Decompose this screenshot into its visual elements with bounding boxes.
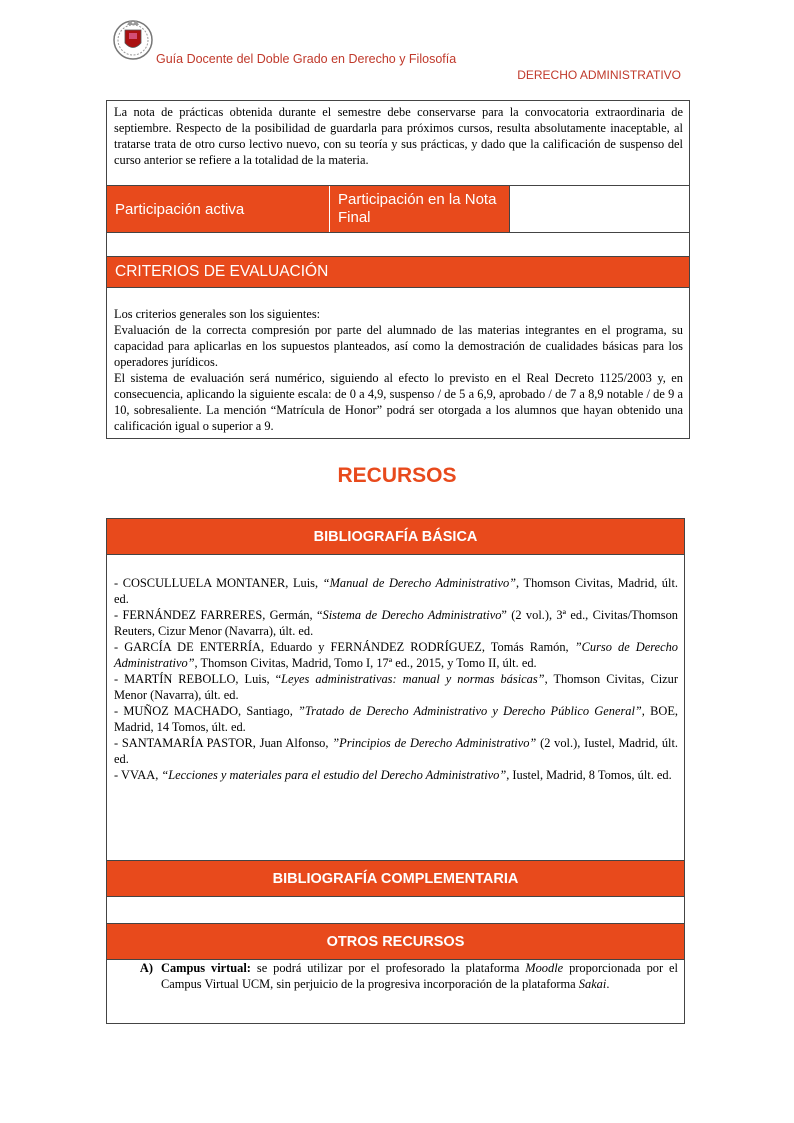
ucm-seal-icon xyxy=(112,16,154,62)
criterios-line: Evaluación de la correcta compresión por parte del alumnado de las materias integrantes en el programa, su capacidad para aplicarlas en los supuestos planteados, así como la demostración de cualidades básicas para los operadores jurídicos. xyxy=(114,323,683,369)
empty-row xyxy=(107,232,689,256)
bibliografia-complementaria-header: BIBLIOGRAFÍA COMPLEMENTARIA xyxy=(107,860,684,896)
criterios-line: Los criterios generales son los siguientes: xyxy=(114,307,321,321)
bibliography-entry: - COSCULLUELA MONTANER, Luis, “Manual de Derecho Administrativo”, Thomson Civitas, Madrid, últ. ed. xyxy=(114,576,678,606)
guide-title: Guía Docente del Doble Grado en Derecho y Filosofía xyxy=(156,52,457,66)
participacion-nota-final-label: Participación en la Nota Final xyxy=(330,186,509,232)
empty-row xyxy=(107,896,684,923)
list-item xyxy=(114,960,678,992)
bibliography-entry: - FERNÁNDEZ FARRERES, Germán, “Sistema de Derecho Administrativo” (2 vol.), 3ª ed., Civitas/Thomson Reuters, Cizur Menor (Navarra), últ. ed. xyxy=(114,608,678,638)
subject-title: DERECHO ADMINISTRATIVO xyxy=(517,68,681,82)
criterios-body xyxy=(107,287,689,438)
bibliography-entry: - SANTAMARÍA PASTOR, Juan Alfonso, ”Principios de Derecho Administrativo” (2 vol.), Iustel, Madrid, últ. ed. xyxy=(114,736,679,766)
bibliography-entry: - VVAA, “Lecciones y materiales para el estudio del Derecho Administrativo”, Iustel, Madrid, 8 Tomos, últ. ed. xyxy=(114,768,672,782)
participation-row xyxy=(107,185,689,232)
criterios-line: El sistema de evaluación será numérico, siguiendo al efecto lo previsto en el Real Decreto 1125/2003 y, en consecuencia, aplicando la siguiente escala: de 0 a 4,9, suspenso / de 5 a 6,9, aprobado / de 7 a 8,9 notable / de 9 a 10, sobresaliente. La mención “Matrícula de Honor” podrá ser otorgada a los alumnos que hayan obtenido una calificación igual o superior a 9. xyxy=(114,371,683,433)
otros-recursos-header: OTROS RECURSOS xyxy=(107,923,684,959)
recursos-title: RECURSOS xyxy=(337,464,457,487)
criterios-header: CRITERIOS DE EVALUACIÓN xyxy=(107,256,689,287)
list-item-text: Campus virtual: se podrá utilizar por el profesorado la plataforma Moodle proporcionada por el Campus Virtual UCM, sin perjuicio de la progresiva incorporación de la plataforma Sakai. xyxy=(161,961,678,991)
bibliografia-basica-header: BIBLIOGRAFÍA BÁSICA xyxy=(107,519,684,554)
bibliografia-basica-list xyxy=(107,554,684,860)
resources-table xyxy=(106,518,685,1024)
bibliography-entry: - MARTÍN REBOLLO, Luis, “Leyes administrativas: manual y normas básicas”, Thomson Civitas, Cizur Menor (Navarra), últ. ed. xyxy=(114,672,679,702)
evaluation-table xyxy=(106,100,690,439)
bibliography-entry: - GARCÍA DE ENTERRÍA, Eduardo y FERNÁNDEZ RODRÍGUEZ, Tomás Ramón, ”Curso de Derecho Administrativo”, Thomson Civitas, Madrid, Tomo I, 17ª ed., 2015, y Tomo II, últ. ed. xyxy=(114,640,678,670)
bibliography-entry: - MUÑOZ MACHADO, Santiago, ”Tratado de Derecho Administrativo y Derecho Público General”, BOE, Madrid, 14 Tomos, últ. ed. xyxy=(114,704,678,734)
practicas-note: La nota de prácticas obtenida durante el semestre debe conservarse para la convocatoria extraordinaria de septiembre. Respecto de la posibilidad de guardarla para próximos cursos, resulta absolutamente inaceptable, al tratarse trata de otro curso lectivo nuevo, con su teoría y sus prácticas, y dado que la calificación de suspenso del curso anterior se refiere a la totalidad de la materia. xyxy=(114,105,683,167)
participacion-value-cell xyxy=(509,186,689,232)
list-marker: A) xyxy=(139,961,153,975)
participacion-activa-label: Participación activa xyxy=(107,186,330,232)
otros-recursos-body xyxy=(107,959,684,1023)
